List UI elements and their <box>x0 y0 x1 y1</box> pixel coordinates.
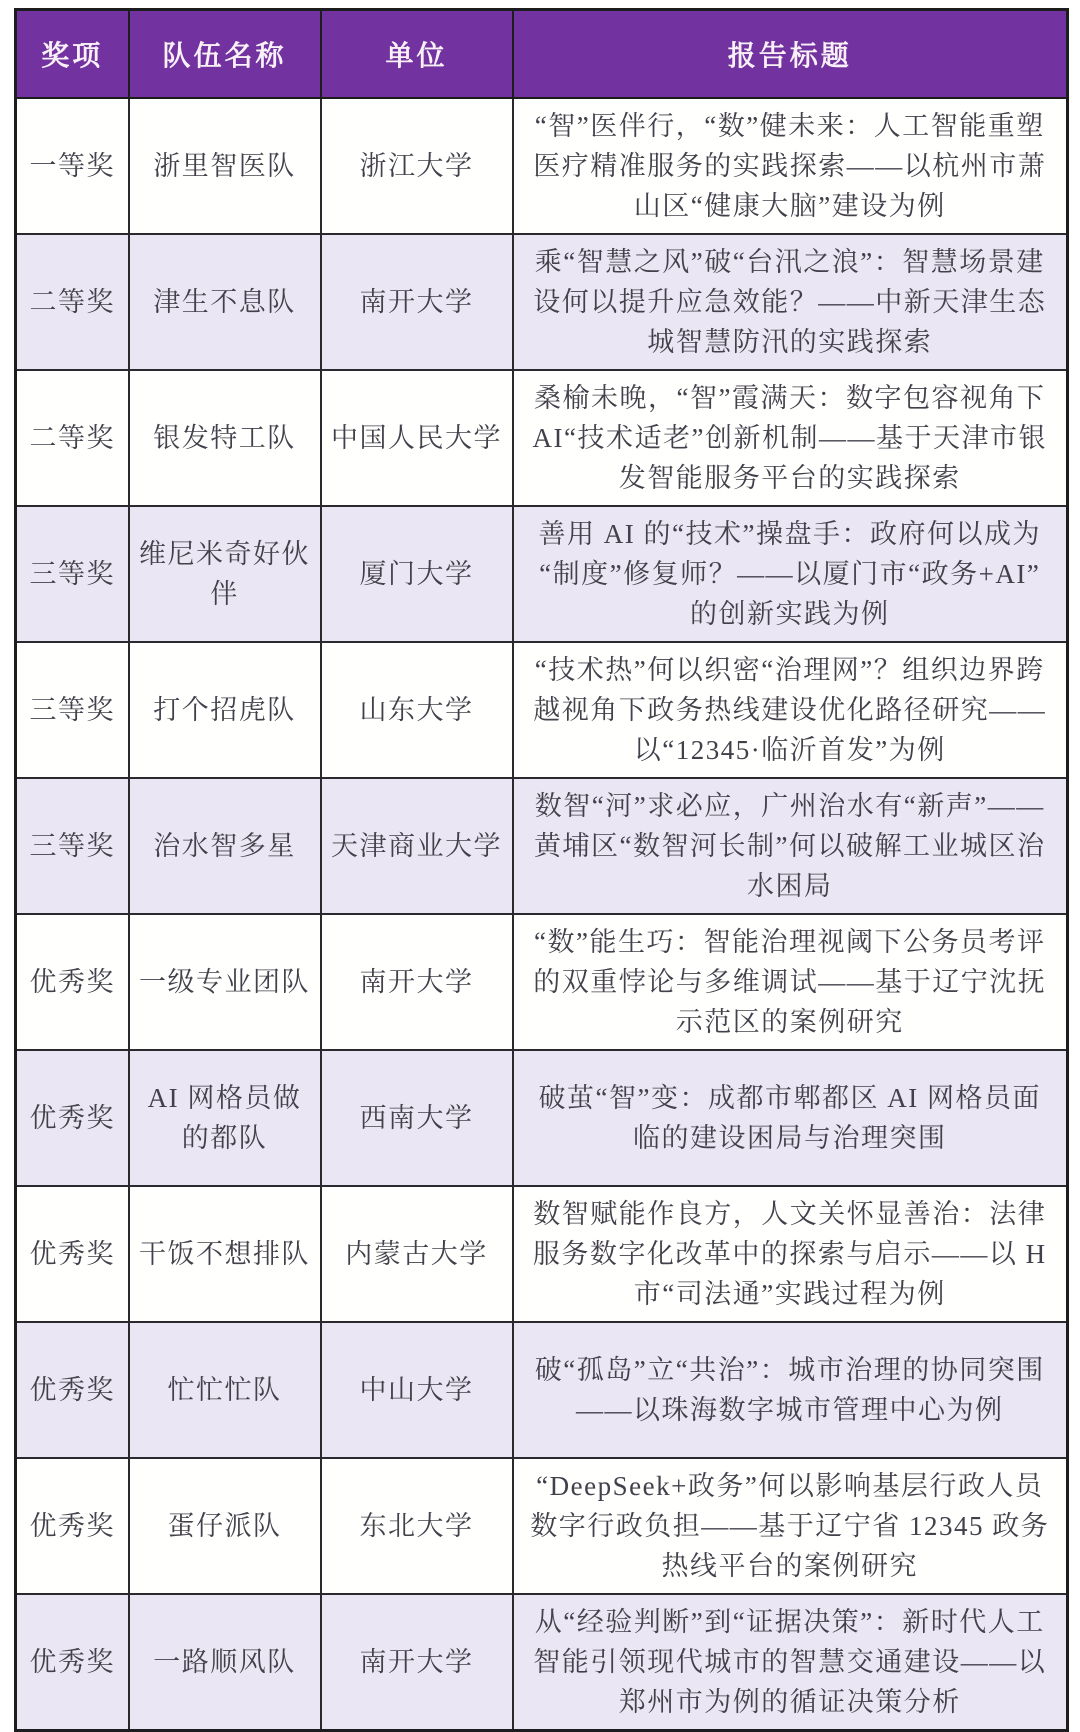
award-cell: 二等奖 <box>16 370 129 506</box>
team-name-cell: 蛋仔派队 <box>129 1458 321 1594</box>
unit-cell: 南开大学 <box>321 234 513 370</box>
award-cell: 三等奖 <box>16 642 129 778</box>
table-row <box>16 1458 1068 1594</box>
report-title-cell: 桑榆未晚，“智”霞满天：数字包容视角下 AI“技术适老”创新机制——基于天津市银发智能服务平台的实践探索 <box>513 370 1068 506</box>
award-cell: 三等奖 <box>16 778 129 914</box>
table-row <box>16 1050 1068 1186</box>
award-cell: 优秀奖 <box>16 914 129 1050</box>
team-name-cell: 津生不息队 <box>129 234 321 370</box>
report-title-cell: “技术热”何以织密“治理网”？组织边界跨越视角下政务热线建设优化路径研究——以“12345·临沂首发”为例 <box>513 642 1068 778</box>
unit-cell: 南开大学 <box>321 1594 513 1731</box>
awards-table <box>14 8 1069 1732</box>
report-title-cell: 乘“智慧之风”破“台汛之浪”：智慧场景建设何以提升应急效能？——中新天津生态城智慧防汛的实践探索 <box>513 234 1068 370</box>
award-cell: 二等奖 <box>16 234 129 370</box>
team-name-cell: 一级专业团队 <box>129 914 321 1050</box>
report-title-cell: 数智“河”求必应，广州治水有“新声”——黄埔区“数智河长制”何以破解工业城区治水困局 <box>513 778 1068 914</box>
team-name-cell: 一路顺风队 <box>129 1594 321 1731</box>
award-cell: 一等奖 <box>16 98 129 234</box>
report-title-cell: 数智赋能作良方，人文关怀显善治：法律服务数字化改革中的探索与启示——以 H 市“司法通”实践过程为例 <box>513 1186 1068 1322</box>
table-header <box>16 10 1068 99</box>
table-row <box>16 1322 1068 1458</box>
award-cell: 优秀奖 <box>16 1458 129 1594</box>
header-row <box>16 10 1068 99</box>
report-title-cell: 破“孤岛”立“共治”：城市治理的协同突围——以珠海数字城市管理中心为例 <box>513 1322 1068 1458</box>
report-title-cell: 从“经验判断”到“证据决策”：新时代人工智能引领现代城市的智慧交通建设——以郑州市为例的循证决策分析 <box>513 1594 1068 1731</box>
team-name-cell: 维尼米奇好伙伴 <box>129 506 321 642</box>
unit-cell: 中国人民大学 <box>321 370 513 506</box>
team-name-cell: 忙忙忙队 <box>129 1322 321 1458</box>
column-header-team: 队伍名称 <box>129 10 321 99</box>
team-name-cell: AI 网格员做的都队 <box>129 1050 321 1186</box>
table-row <box>16 98 1068 234</box>
table-row <box>16 1186 1068 1322</box>
unit-cell: 浙江大学 <box>321 98 513 234</box>
report-title-cell: “数”能生巧：智能治理视阈下公务员考评的双重悖论与多维调试——基于辽宁沈抚示范区的案例研究 <box>513 914 1068 1050</box>
unit-cell: 内蒙古大学 <box>321 1186 513 1322</box>
unit-cell: 南开大学 <box>321 914 513 1050</box>
column-header-title: 报告标题 <box>513 10 1068 99</box>
team-name-cell: 打个招虎队 <box>129 642 321 778</box>
report-title-cell: 善用 AI 的“技术”操盘手：政府何以成为“制度”修复师？——以厦门市“政务+AI”的创新实践为例 <box>513 506 1068 642</box>
report-title-cell: “智”医伴行，“数”健未来：人工智能重塑医疗精准服务的实践探索——以杭州市萧山区“健康大脑”建设为例 <box>513 98 1068 234</box>
table-body <box>16 98 1068 1731</box>
unit-cell: 山东大学 <box>321 642 513 778</box>
unit-cell: 中山大学 <box>321 1322 513 1458</box>
report-title-cell: 破茧“智”变：成都市郫都区 AI 网格员面临的建设困局与治理突围 <box>513 1050 1068 1186</box>
column-header-unit: 单位 <box>321 10 513 99</box>
unit-cell: 厦门大学 <box>321 506 513 642</box>
unit-cell: 东北大学 <box>321 1458 513 1594</box>
team-name-cell: 治水智多星 <box>129 778 321 914</box>
table-row <box>16 370 1068 506</box>
team-name-cell: 浙里智医队 <box>129 98 321 234</box>
table-row <box>16 1594 1068 1731</box>
column-header-award: 奖项 <box>16 10 129 99</box>
unit-cell: 天津商业大学 <box>321 778 513 914</box>
award-cell: 优秀奖 <box>16 1594 129 1731</box>
award-cell: 优秀奖 <box>16 1322 129 1458</box>
table-row <box>16 778 1068 914</box>
table-row <box>16 234 1068 370</box>
unit-cell: 西南大学 <box>321 1050 513 1186</box>
team-name-cell: 银发特工队 <box>129 370 321 506</box>
award-cell: 三等奖 <box>16 506 129 642</box>
table-row <box>16 506 1068 642</box>
award-cell: 优秀奖 <box>16 1050 129 1186</box>
table-row <box>16 914 1068 1050</box>
report-title-cell: “DeepSeek+政务”何以影响基层行政人员数字行政负担——基于辽宁省 12345 政务热线平台的案例研究 <box>513 1458 1068 1594</box>
award-cell: 优秀奖 <box>16 1186 129 1322</box>
team-name-cell: 干饭不想排队 <box>129 1186 321 1322</box>
table-row <box>16 642 1068 778</box>
